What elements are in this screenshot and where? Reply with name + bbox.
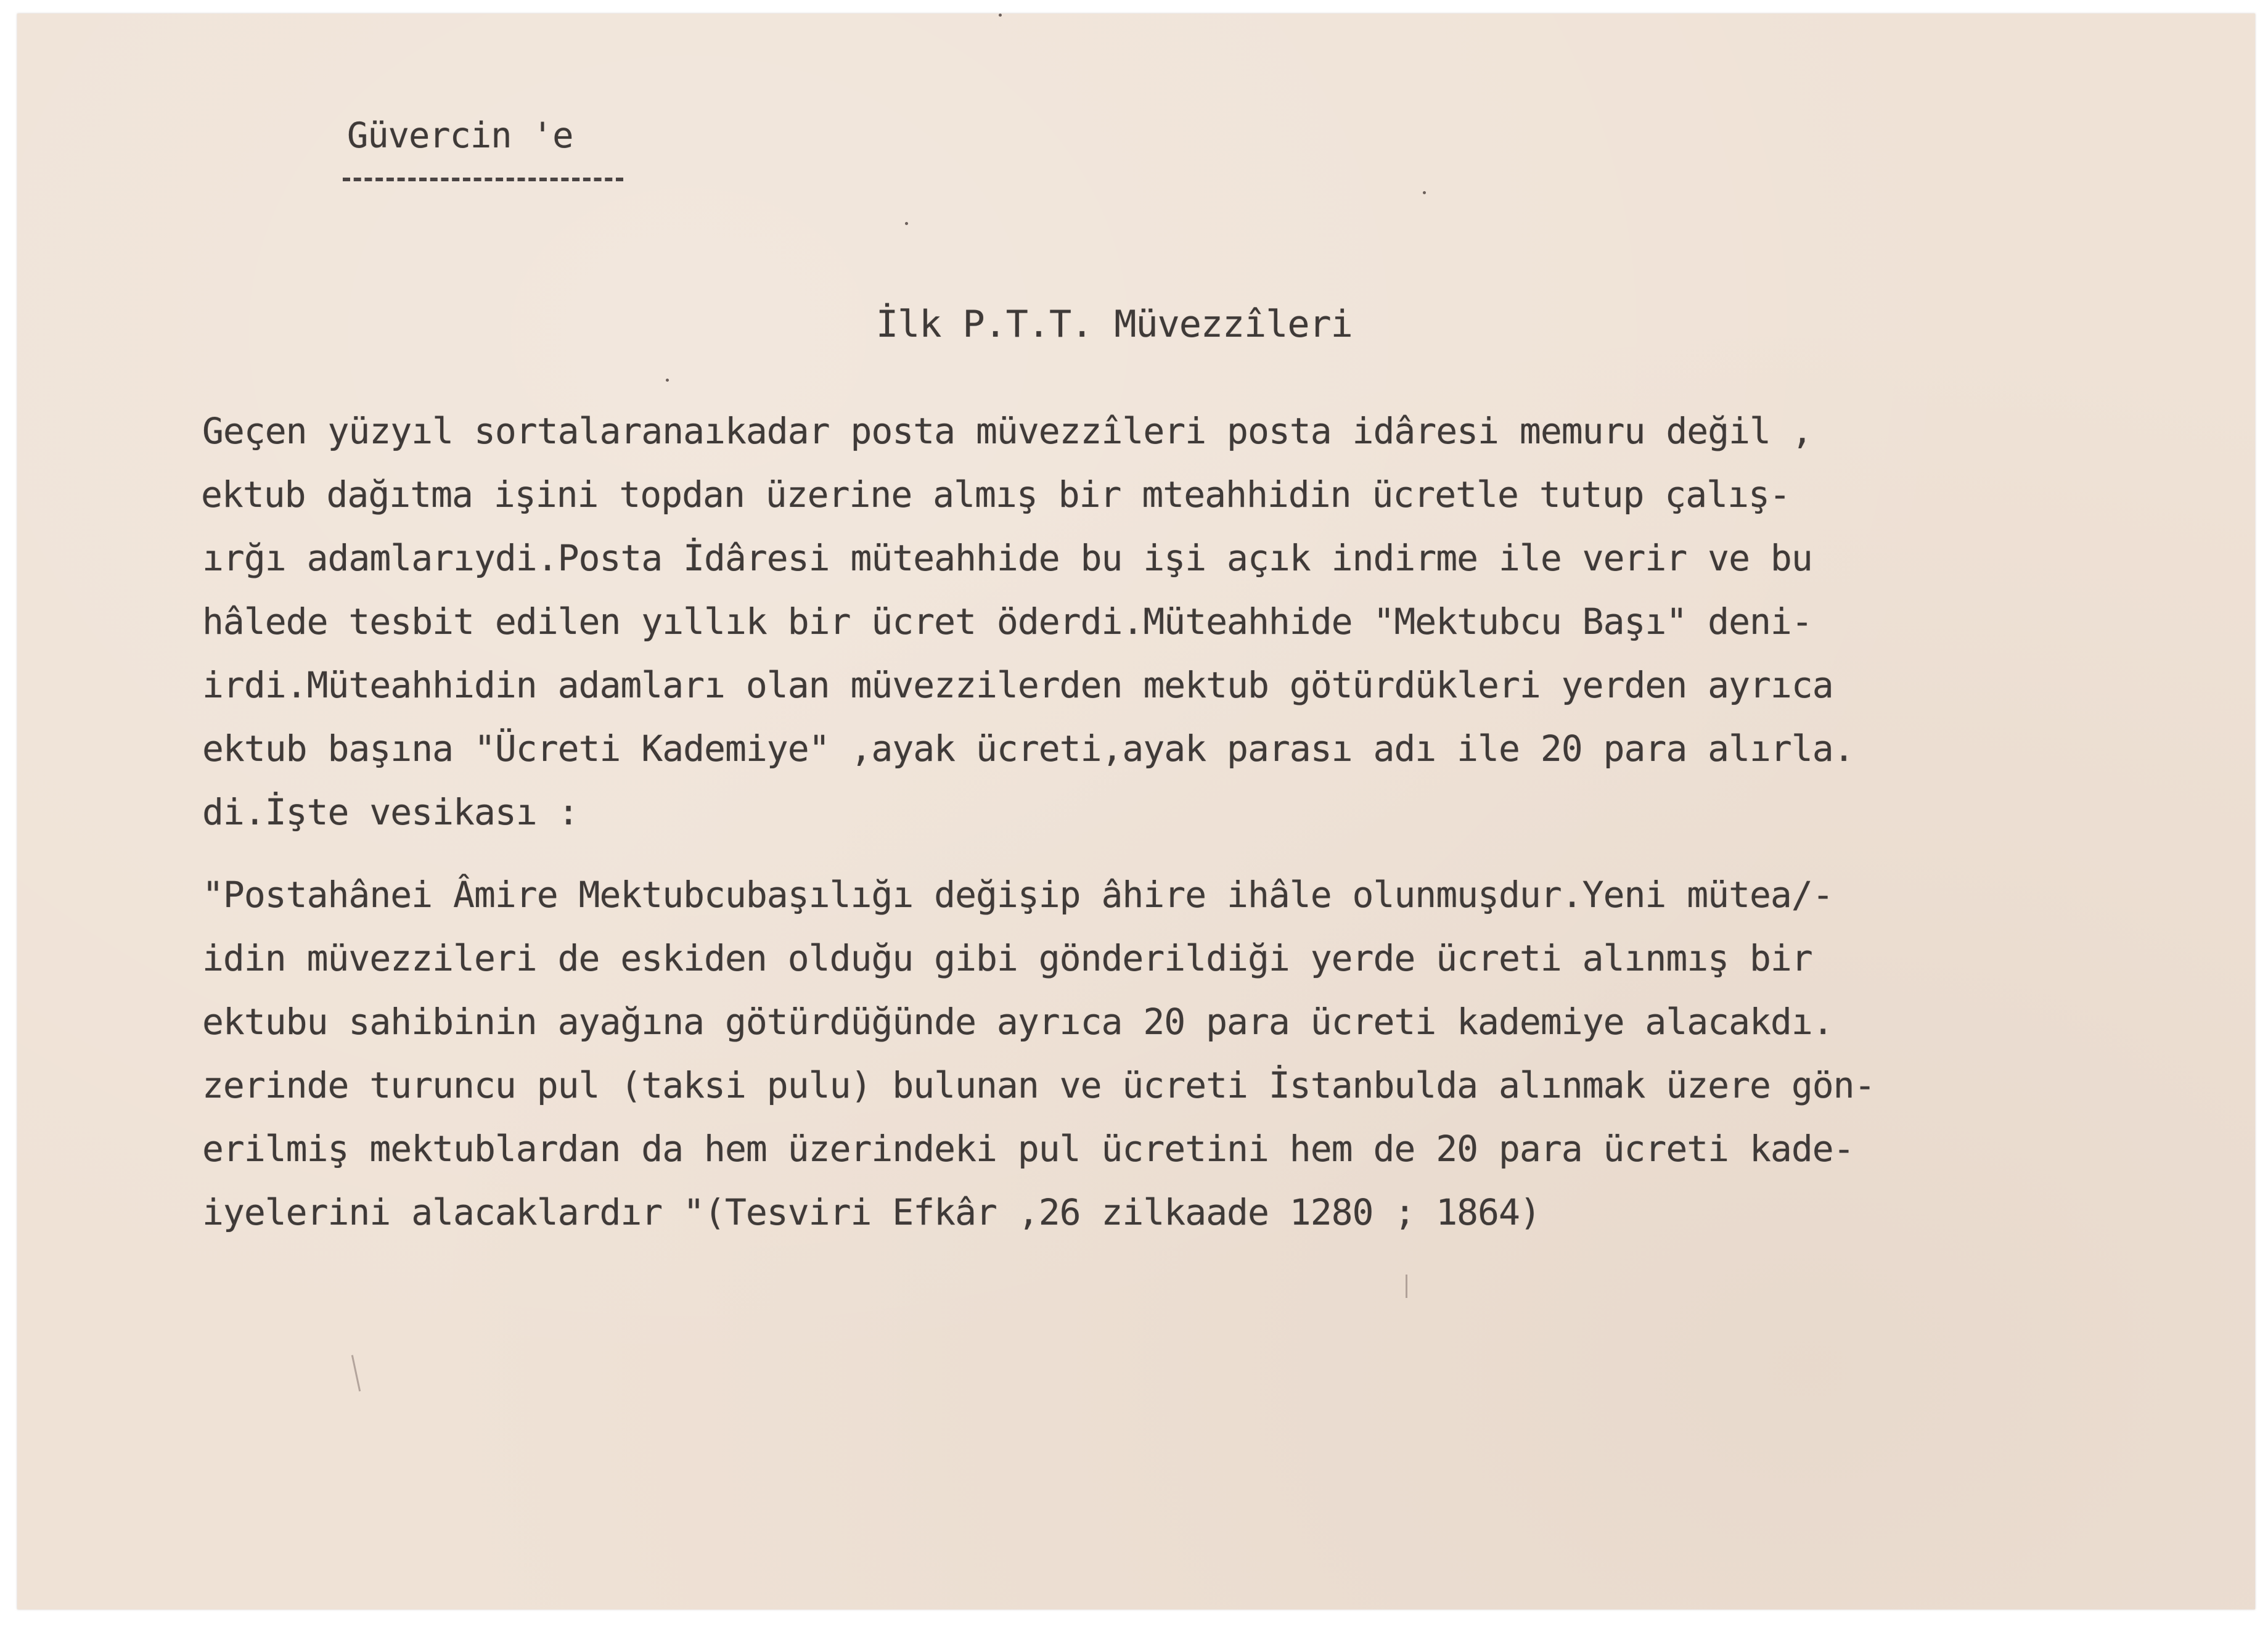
document-title: İlk P.T.T. Müvezzîleri [876, 303, 1353, 346]
paragraph-2-line: zerinde turuncu pul (taksi pulu) bulunan ve ücreti İstanbulda alınmak üzere gön- [202, 1064, 1875, 1106]
paragraph-1-line: ırğı adamlarıydi.Posta İdâresi müteahhide bu işi açık indirme ile verir ve bu [202, 537, 1812, 579]
paper-scratch [351, 1355, 361, 1391]
paragraph-2-line: iyelerini alacaklardır "(Tesviri Efkâr ,26 zilkaade 1280 ; 1864) [202, 1191, 1541, 1233]
paper-speck [1423, 191, 1426, 194]
paragraph-2-quote [202, 863, 2212, 1244]
paragraph-1-line: hâlede tesbit edilen yıllık bir ücret öderdi.Müteahhide "Mektubcu Başı" deni- [202, 601, 1812, 643]
paragraph-1-line: ektub dağıtma işini topdan üzerine almış bir mteahhidin ücretle tutup çalış- [201, 474, 1790, 515]
paragraph-1-line: Geçen yüzyıl sortalaranaıkadar posta müvezzîleri posta idâresi memuru değil , [202, 410, 1812, 452]
paragraph-2-line: idin müvezzileri de eskiden olduğu gibi gönderildiği yerde ücreti alınmış bir [202, 937, 1812, 979]
addressee-underline [343, 178, 623, 181]
paper-speck [666, 379, 669, 382]
paper-speck [905, 222, 908, 225]
paper-scratch [1406, 1275, 1407, 1298]
paragraph-2-line: erilmiş mektublardan da hem üzerindeki pul ücretini hem de 20 para ücreti kade- [202, 1128, 1854, 1170]
paragraph-2-line: ektubu sahibinin ayağına götürdüğünde ayrıca 20 para ücreti kademiye alacakdı. [202, 1001, 1833, 1043]
paragraph-1-line: ektub başına "Ücreti Kademiye" ,ayak ücreti,ayak parası adı ile 20 para alırla. [202, 728, 1854, 770]
paragraph-1-line: irdi.Müteahhidin adamları olan müvezzilerden mektub götürdükleri yerden ayrıca [202, 664, 1833, 706]
paragraph-2-line: "Postahânei Âmire Mektubcubaşılığı değişip âhire ihâle olunmuşdur.Yeni mütea/- [202, 874, 1833, 916]
paragraph-1 [202, 400, 2212, 844]
typewritten-page [17, 14, 2255, 1609]
paper-speck [999, 14, 1002, 17]
addressee: Güvercin 'e [347, 115, 573, 156]
paragraph-1-line: di.İşte vesikası : [202, 791, 579, 833]
